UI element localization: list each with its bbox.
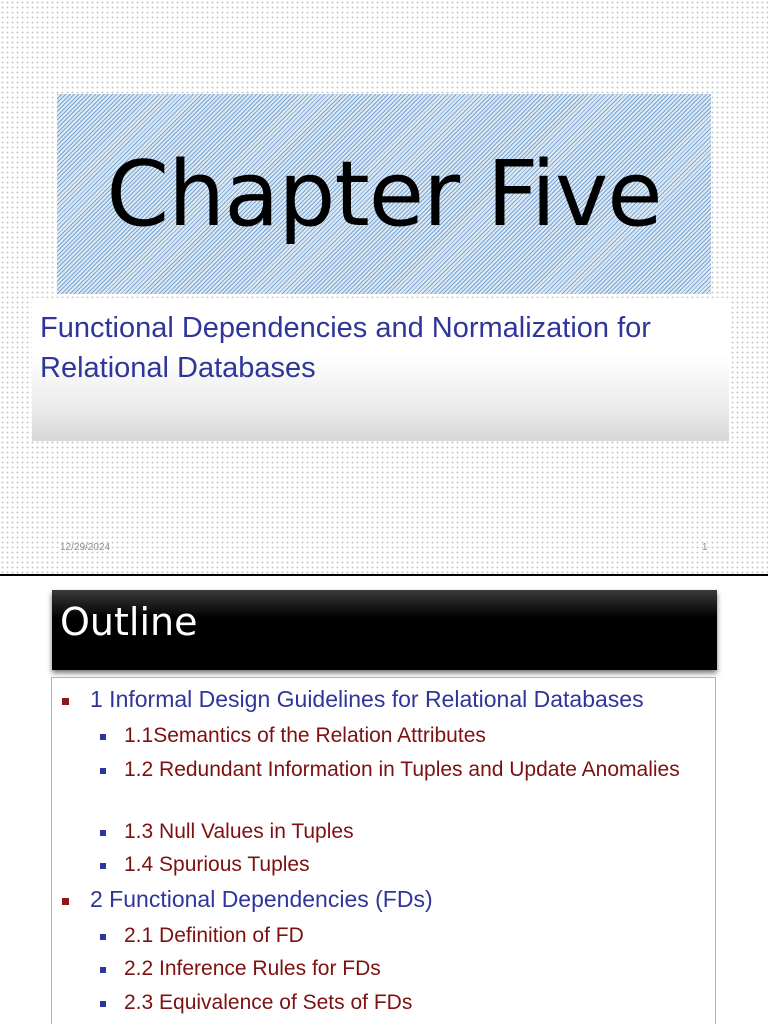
- square-bullet-icon: [100, 934, 106, 940]
- slide-subtitle: Functional Dependencies and Normalization for Relational Databases: [40, 312, 651, 384]
- square-bullet-icon: [100, 734, 106, 740]
- square-bullet-icon: [100, 768, 106, 774]
- square-bullet-icon: [100, 967, 106, 973]
- slide-page-number: 1: [702, 542, 708, 553]
- title-box: [57, 94, 711, 294]
- square-bullet-icon: [100, 863, 106, 869]
- outline-item-text: 1 Informal Design Guidelines for Relational Databases: [90, 686, 644, 712]
- slide-title: Chapter Five: [106, 141, 662, 247]
- outline-title: Outline: [60, 600, 198, 644]
- slide-date: 12/29/2024: [60, 542, 111, 553]
- subtitle-box: [32, 298, 729, 441]
- outline-item-text: 2.2 Inference Rules for FDs: [124, 957, 381, 980]
- outline-item-text: 1.4 Spurious Tuples: [124, 853, 310, 876]
- outline-content-box: [51, 677, 716, 1024]
- square-bullet-icon: [62, 698, 69, 705]
- outline-title-bar: [52, 590, 717, 670]
- outline-item-text: 2.3 Equivalence of Sets of FDs: [124, 991, 413, 1014]
- square-bullet-icon: [100, 1001, 106, 1007]
- outline-item-text: 1.2 Redundant Information in Tuples and Update Anomalies: [124, 758, 680, 781]
- outline-item-text: 1.1Semantics of the Relation Attributes: [124, 724, 486, 747]
- outline-item-text: 2 Functional Dependencies (FDs): [90, 886, 433, 912]
- outline-item-text: 2.1 Definition of FD: [124, 924, 304, 947]
- outline-item-text: 1.3 Null Values in Tuples: [124, 820, 354, 843]
- square-bullet-icon: [100, 830, 106, 836]
- square-bullet-icon: [62, 898, 69, 905]
- outline-slide: [0, 576, 768, 1024]
